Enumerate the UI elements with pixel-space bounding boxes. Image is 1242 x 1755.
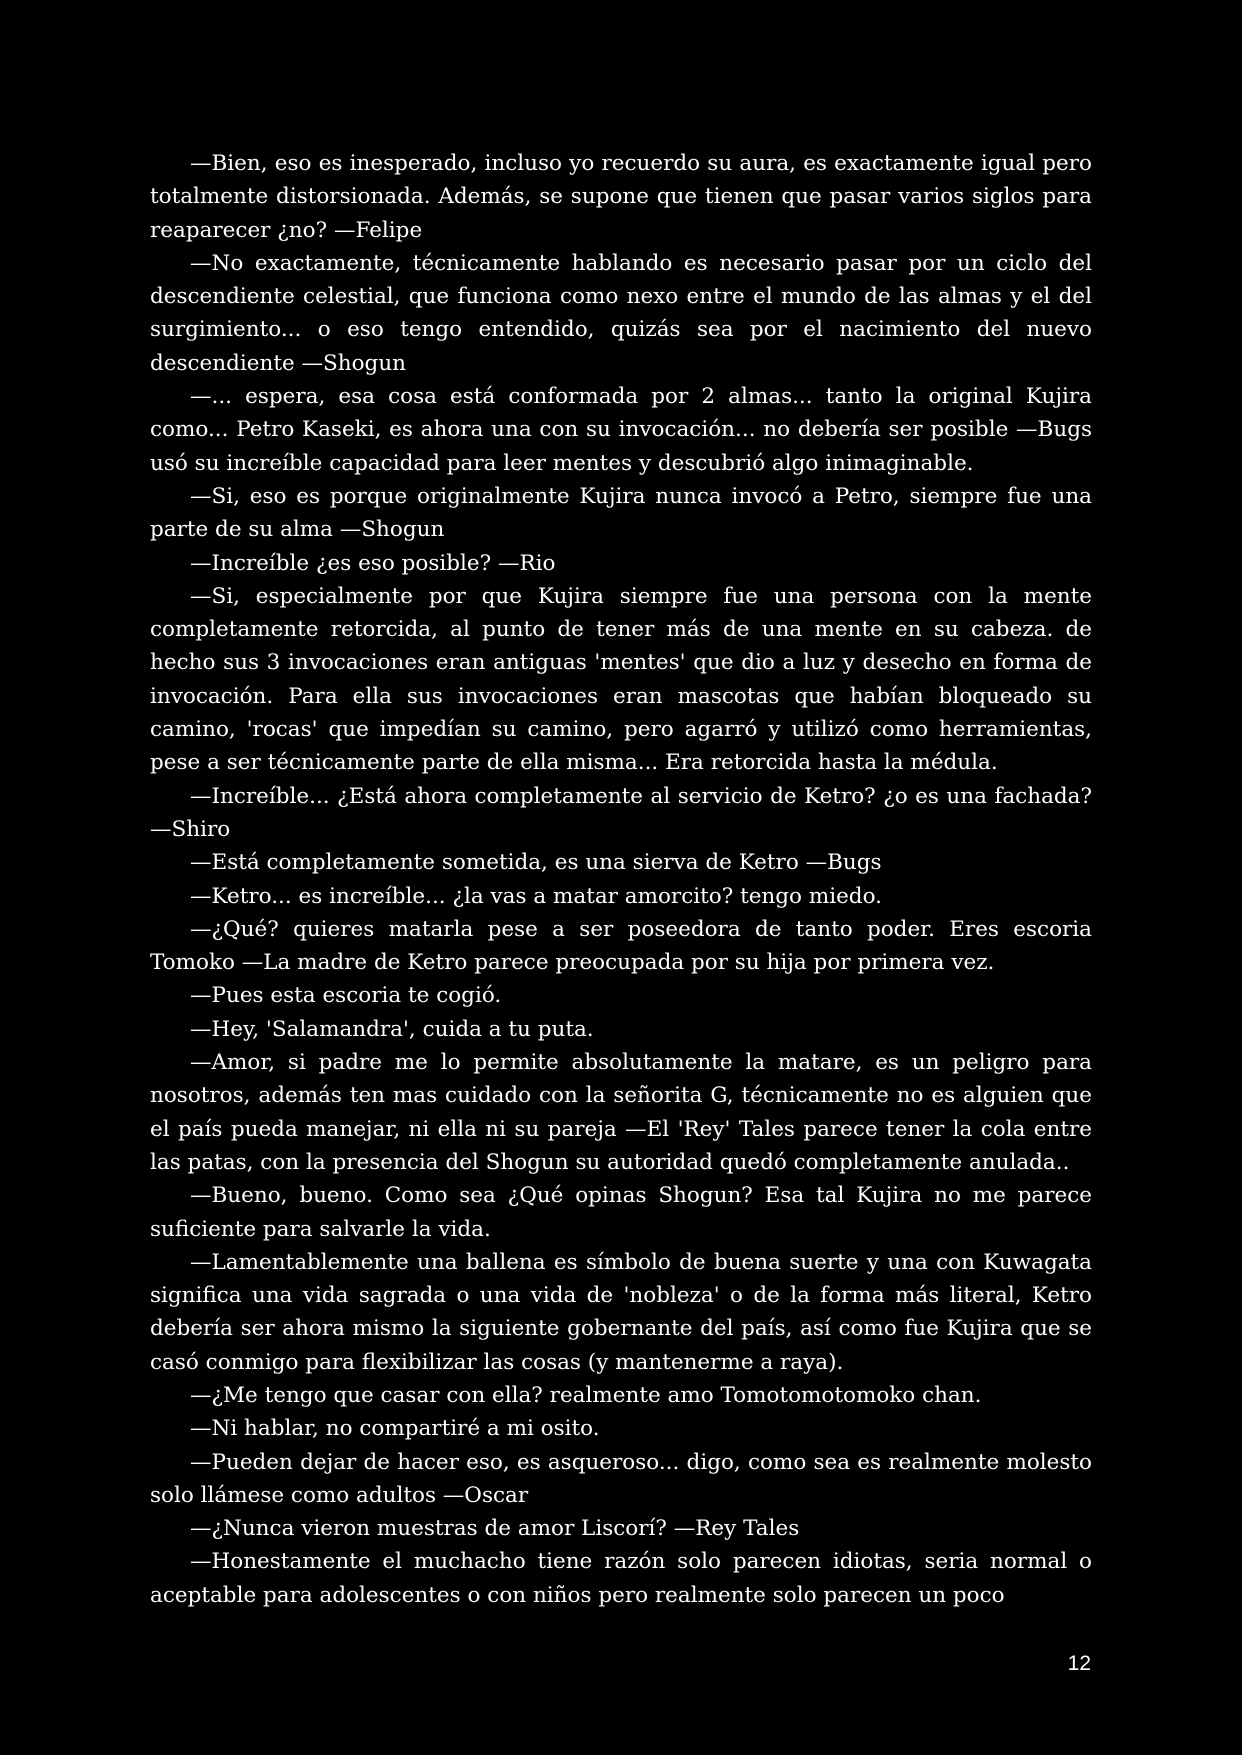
paragraph: —Ni hablar, no compartiré a mi osito. bbox=[190, 1416, 600, 1442]
paragraph: —¿Nunca vieron muestras de amor Liscorí? —Rey Tales bbox=[190, 1516, 800, 1542]
paragraph: —Increíble ¿es eso posible? —Rio bbox=[190, 550, 556, 576]
paragraph: —Lamentablemente una ballena es símbolo de buena suerte y una con Kuwagata significa una vida sagrada o una vida de 'nobleza' o de la forma más literal, Ketro debería ser ahora mismo la siguiente gobernante del país, así como fue Kujira que se casó conmigo para flexibilizar las cosas (y mantenerme a raya). bbox=[150, 1249, 1092, 1375]
page-number: 12 bbox=[1067, 1652, 1091, 1675]
paragraph: —Ketro... es increíble... ¿la vas a matar amorcito? tengo miedo. bbox=[190, 883, 882, 909]
paragraph: —Si, eso es porque originalmente Kujira nunca invocó a Petro, siempre fue una parte de su alma —Shogun bbox=[150, 483, 1092, 543]
paragraph: —Está completamente sometida, es una sierva de Ketro —Bugs bbox=[190, 850, 882, 876]
paragraph: —¿Qué? quieres matarla pese a ser poseedora de tanto poder. Eres escoria Tomoko —La madre de Ketro parece preocupada por su hija por primera vez. bbox=[150, 916, 1092, 976]
paragraph: —... espera, esa cosa está conformada por 2 almas... tanto la original Kujira como... Petro Kaseki, es ahora una con su invocación... no debería ser posible —Bugs usó su increíble capacidad para leer mentes y descubrió algo inimaginable. bbox=[150, 384, 1092, 476]
paragraph: —Bien, eso es inesperado, incluso yo recuerdo su aura, es exactamente igual pero totalmente distorsionada. Además, se supone que tienen que pasar varios siglos para reaparecer ¿no? —Felipe bbox=[150, 151, 1092, 243]
paragraph: —Si, especialmente por que Kujira siempre fue una persona con la mente completamente retorcida, al punto de tener más de una mente en su cabeza. de hecho sus 3 invocaciones eran antiguas 'mentes' que dio a luz y desecho en forma de invocación. Para ella sus invocaciones eran mascotas que habían bloqueado su camino, 'rocas' que impedían su camino, pero agarró y utilizó como herramientas, pese a ser técnicamente parte de ella misma... Era retorcida hasta la médula. bbox=[150, 583, 1092, 776]
paragraph: —Amor, si padre me lo permite absolutamente la matare, es un peligro para nosotros, además ten mas cuidado con la señorita G, técnicamente no es alguien que el país pueda manejar, ni ella ni su pareja —El 'Rey' Tales parece tener la cola entre las patas, con la presencia del Shogun su autoridad quedó completamente anulada.. bbox=[150, 1050, 1092, 1175]
paragraph: —No exactamente, técnicamente hablando es necesario pasar por un ciclo del descendiente celestial, que funciona como nexo entre el mundo de las almas y el del surgimiento... o eso tengo entendido, quizás sea por el nacimiento del nuevo descendiente —Shogun bbox=[150, 250, 1092, 376]
paragraph: —Hey, 'Salamandra', cuida a tu puta. bbox=[190, 1016, 594, 1042]
paragraph: —Pueden dejar de hacer eso, es asqueroso... digo, como sea es realmente molesto solo llámese como adultos —Oscar bbox=[150, 1449, 1092, 1508]
paragraph: —¿Me tengo que casar con ella? realmente amo Tomotomotomoko chan. bbox=[190, 1382, 982, 1408]
paragraph: —Pues esta escoria te cogió. bbox=[190, 983, 502, 1009]
body-text bbox=[150, 147, 1092, 1612]
paragraph: —Increíble... ¿Está ahora completamente al servicio de Ketro? ¿o es una fachada? —Shiro bbox=[150, 783, 1092, 842]
paragraph: —Bueno, bueno. Como sea ¿Qué opinas Shogun? Esa tal Kujira no me parece suficiente para salvarle la vida. bbox=[150, 1183, 1092, 1242]
paragraph: —Honestamente el muchacho tiene razón solo parecen idiotas, seria normal o aceptable para adolescentes o con niños pero realmente solo parecen un poco bbox=[150, 1549, 1092, 1608]
